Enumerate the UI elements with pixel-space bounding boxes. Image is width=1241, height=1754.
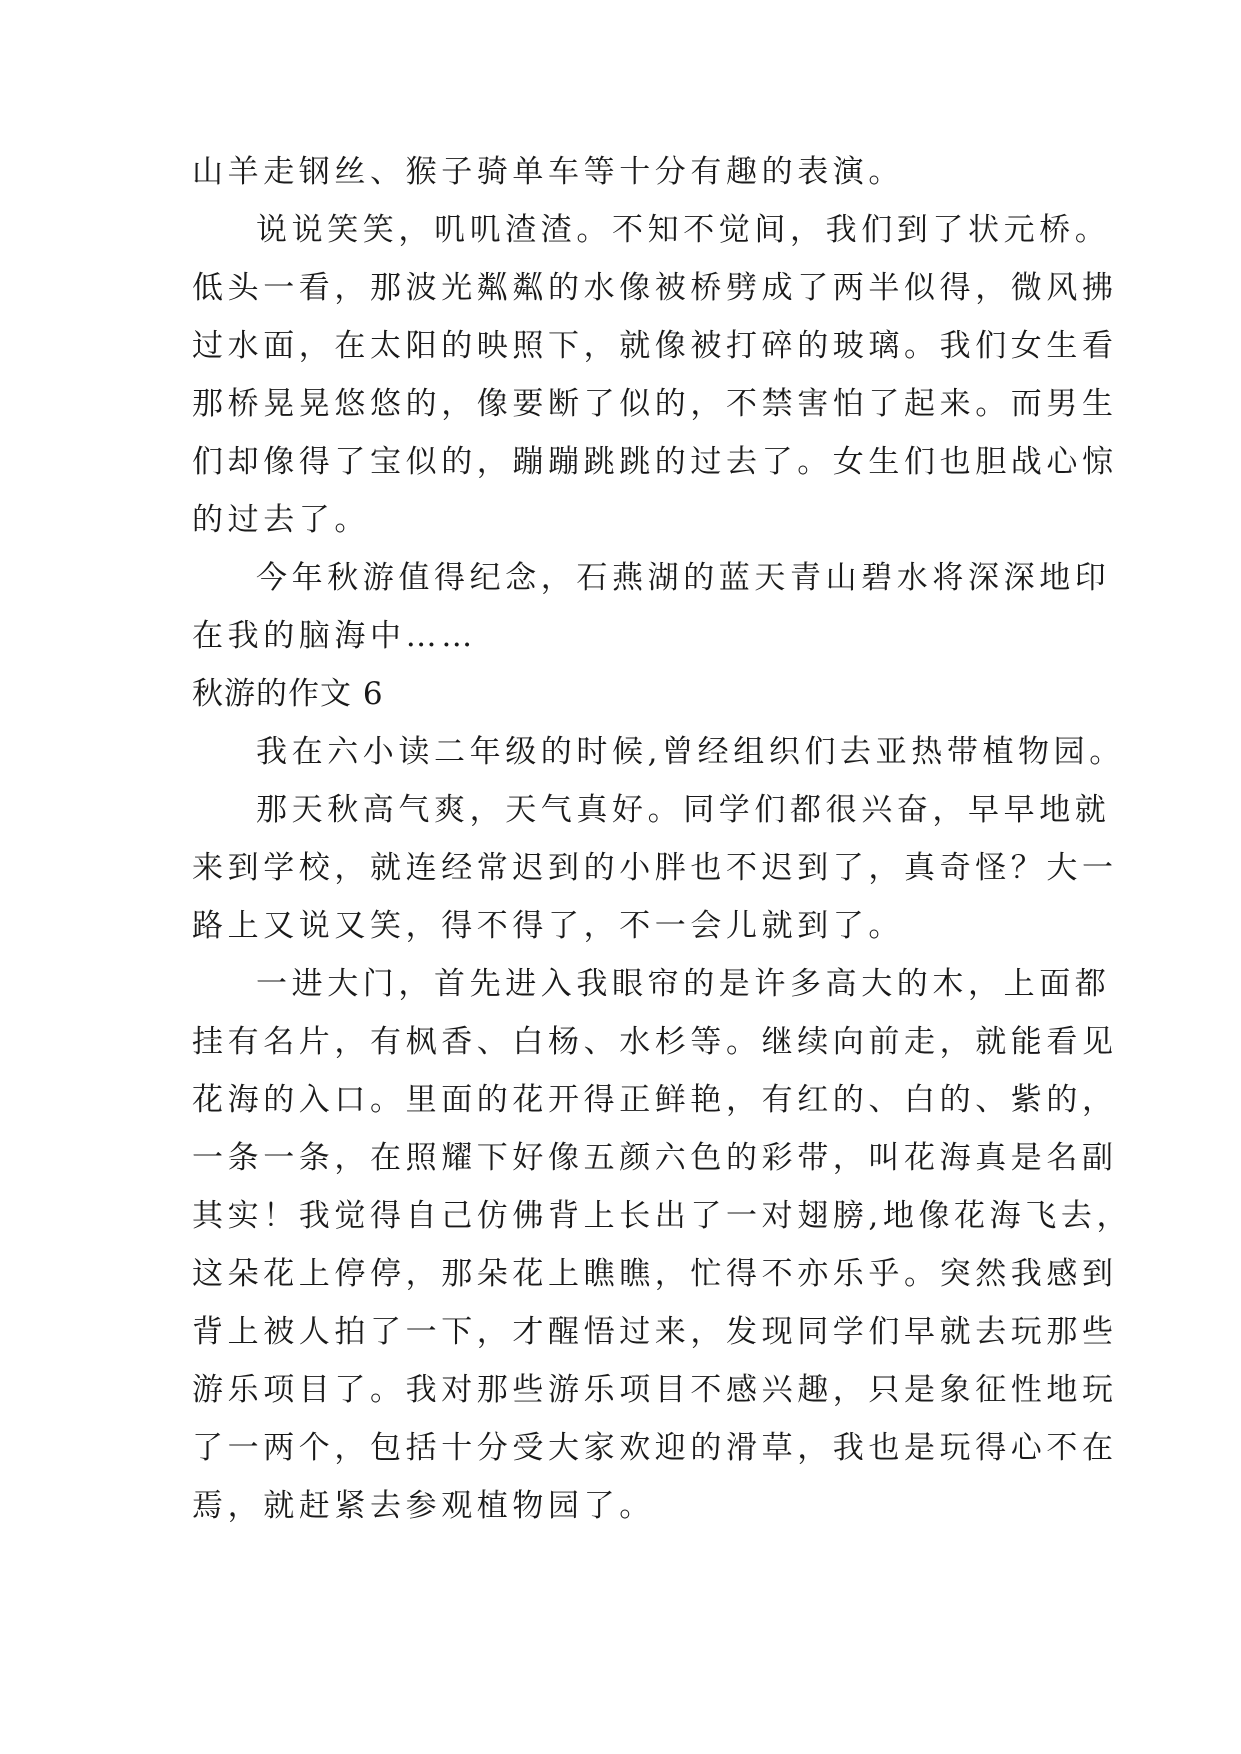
section-heading: 秋游的作文 6 [192,676,384,712]
paragraph-first-line: 今年秋游值得纪念，石燕湖的蓝天青山碧水将深深地印 [256,560,1111,596]
text-line: 焉，就赶紧去参观植物园了。 [192,1488,655,1524]
text-line: 在我的脑海中…… [192,618,477,654]
text-line: 其实！我觉得自己仿佛背上长出了一对翅膀,地像花海飞去， [192,1198,1133,1234]
text-line: 了一两个，包括十分受大家欢迎的滑草，我也是玩得心不在 [192,1430,1118,1466]
paragraph-first-line: 我在六小读二年级的时候,曾经组织们去亚热带植物园。 [256,734,1125,770]
text-line: 那桥晃晃悠悠的，像要断了似的，不禁害怕了起来。而男生 [192,386,1118,422]
text-line: 挂有名片，有枫香、白杨、水杉等。继续向前走，就能看见 [192,1024,1118,1060]
text-line: 过水面，在太阳的映照下，就像被打碎的玻璃。我们女生看 [192,328,1118,364]
text-line: 们却像得了宝似的，蹦蹦跳跳的过去了。女生们也胆战心惊 [192,444,1118,480]
text-line: 来到学校，就连经常迟到的小胖也不迟到了，真奇怪？大一 [192,850,1118,886]
text-line: 背上被人拍了一下，才醒悟过来，发现同学们早就去玩那些 [192,1314,1118,1350]
text-line: 山羊走钢丝、猴子骑单车等十分有趣的表演。 [192,154,904,190]
text-line: 花海的入口。里面的花开得正鲜艳，有红的、白的、紫的， [192,1082,1118,1118]
paragraph-first-line: 说说笑笑，叽叽渣渣。不知不觉间，我们到了状元桥。 [256,212,1111,248]
text-line: 一条一条，在照耀下好像五颜六色的彩带，叫花海真是名副 [192,1140,1118,1176]
text-line: 游乐项目了。我对那些游乐项目不感兴趣，只是象征性地玩 [192,1372,1118,1408]
paragraph-first-line: 那天秋高气爽，天气真好。同学们都很兴奋，早早地就 [256,792,1111,828]
text-line: 路上又说又笑，得不得了，不一会儿就到了。 [192,908,904,944]
paragraph-first-line: 一进大门，首先进入我眼帘的是许多高大的木，上面都 [256,966,1111,1002]
text-line: 的过去了。 [192,502,370,538]
text-line: 这朵花上停停，那朵花上瞧瞧，忙得不亦乐乎。突然我感到 [192,1256,1118,1292]
text-line: 低头一看，那波光粼粼的水像被桥劈成了两半似得，微风拂 [192,270,1118,306]
